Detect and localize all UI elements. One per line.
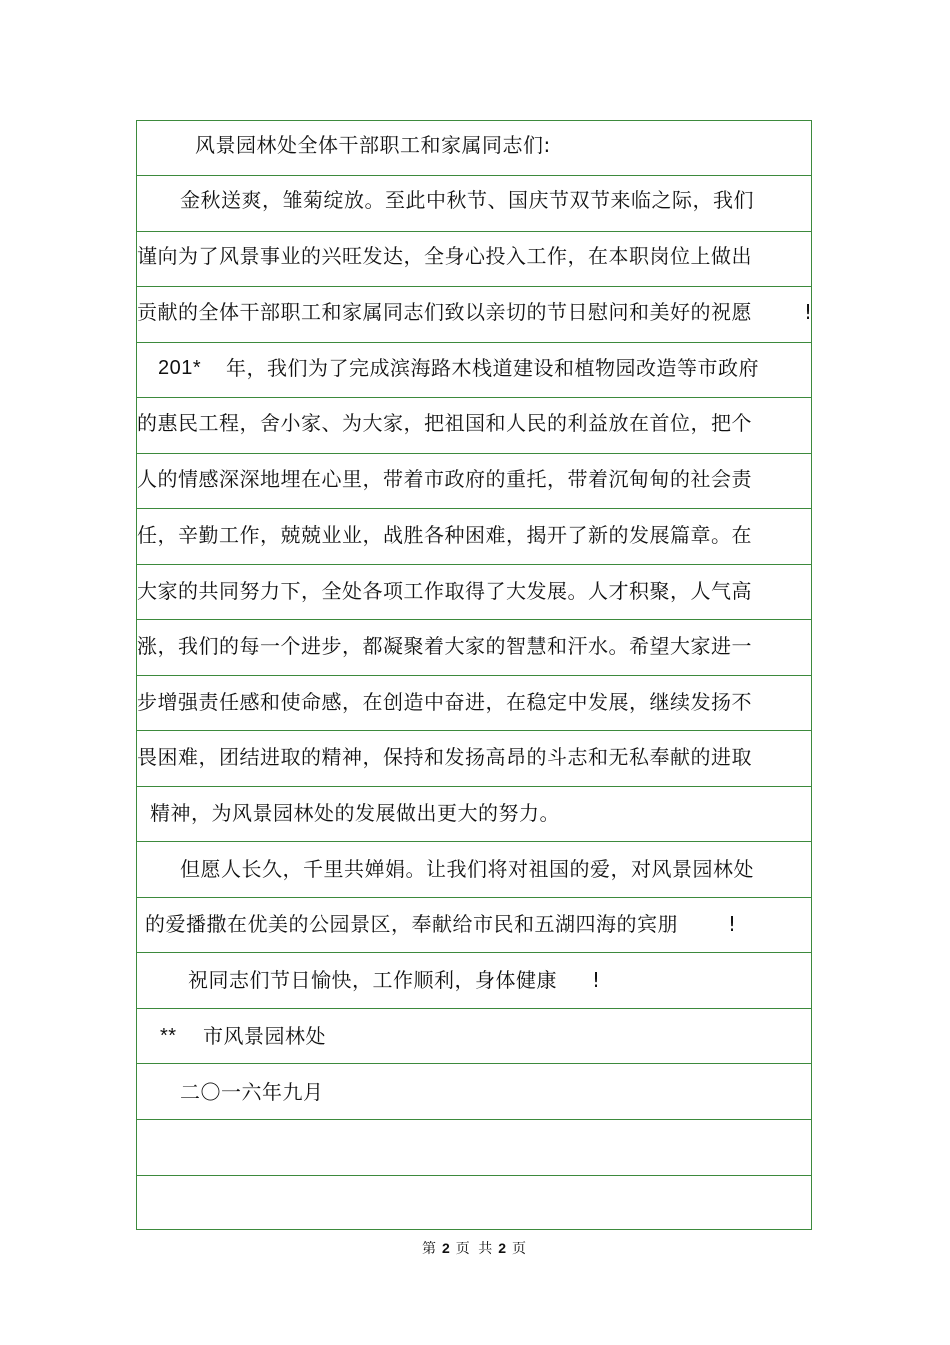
letter-date: 二〇一六年九月 — [180, 1080, 324, 1104]
ruled-line — [137, 841, 811, 842]
ruled-line — [137, 175, 811, 176]
year-mark: 201* — [158, 357, 202, 379]
ruled-line — [137, 619, 811, 620]
ruled-line — [137, 231, 811, 232]
body-line: 谨向为了风景事业的兴旺发达，全身心投入工作，在本职岗位上做出 — [137, 244, 752, 268]
body-line: 任，辛勤工作，兢兢业业，战胜各种困难，揭开了新的发展篇章。在 — [137, 523, 752, 547]
ruled-line — [137, 786, 811, 787]
ruled-line — [137, 1119, 811, 1120]
body-line: 畏困难，团结进取的精神，保持和发扬高昂的斗志和无私奉献的进取 — [137, 745, 752, 769]
body-line: 大家的共同努力下，全处各项工作取得了大发展。人才积聚，人气高 — [137, 579, 752, 603]
signature-org: 市风景园林处 — [203, 1024, 326, 1048]
ruled-line — [137, 342, 811, 343]
footer-label-page: 第 — [421, 1241, 438, 1257]
ruled-line — [137, 286, 811, 287]
body-line: 的爱播撒在优美的公园景区，奉献给市民和五湖四海的宾朋 — [145, 912, 678, 936]
body-line: 金秋送爽，雏菊绽放。至此中秋节、国庆节双节来临之际，我们 — [180, 188, 754, 212]
ruled-line — [137, 1063, 811, 1064]
exclamation-mark: ! — [728, 912, 737, 936]
total-pages-number: 2 — [498, 1240, 509, 1256]
ruled-line — [137, 897, 811, 898]
closing-wish: 祝同志们节日愉快，工作顺利，身体健康 — [188, 968, 557, 992]
body-line: 精神，为风景园林处的发展做出更大的努力。 — [150, 801, 560, 825]
body-line: 年，我们为了完成滨海路木栈道建设和植物园改造等市政府 — [226, 356, 759, 380]
ruled-line — [137, 1008, 811, 1009]
ruled-line — [137, 730, 811, 731]
exclamation-mark: ! — [804, 300, 813, 324]
ruled-line — [137, 1175, 811, 1176]
exclamation-mark: ! — [592, 968, 601, 992]
body-line: 但愿人长久，千里共婵娟。让我们将对祖国的爱，对风景园林处 — [180, 857, 754, 881]
footer-label-of: 页 共 — [455, 1241, 495, 1257]
page-footer — [0, 1238, 950, 1258]
ruled-line — [137, 508, 811, 509]
body-line: 贡献的全体干部职工和家属同志们致以亲切的节日慰问和美好的祝愿 — [137, 300, 752, 324]
body-line: 步增强责任感和使命感，在创造中奋进，在稳定中发展，继续发扬不 — [137, 690, 752, 714]
signature-prefix: ** — [160, 1025, 177, 1047]
footer-label-end: 页 — [512, 1241, 529, 1257]
ruled-line — [137, 952, 811, 953]
body-line: 人的情感深深地埋在心里，带着市政府的重托，带着沉甸甸的社会责 — [137, 467, 752, 491]
salutation: 风景园林处全体干部职工和家属同志们: — [195, 133, 551, 157]
current-page-number: 2 — [441, 1240, 452, 1256]
ruled-line — [137, 397, 811, 398]
ruled-line — [137, 453, 811, 454]
ruled-page-frame — [136, 120, 812, 1230]
body-line: 涨，我们的每一个进步，都凝聚着大家的智慧和汗水。希望大家进一 — [137, 634, 752, 658]
ruled-line — [137, 675, 811, 676]
body-line: 的惠民工程，舍小家、为大家，把祖国和人民的利益放在首位，把个 — [137, 411, 752, 435]
ruled-line — [137, 564, 811, 565]
